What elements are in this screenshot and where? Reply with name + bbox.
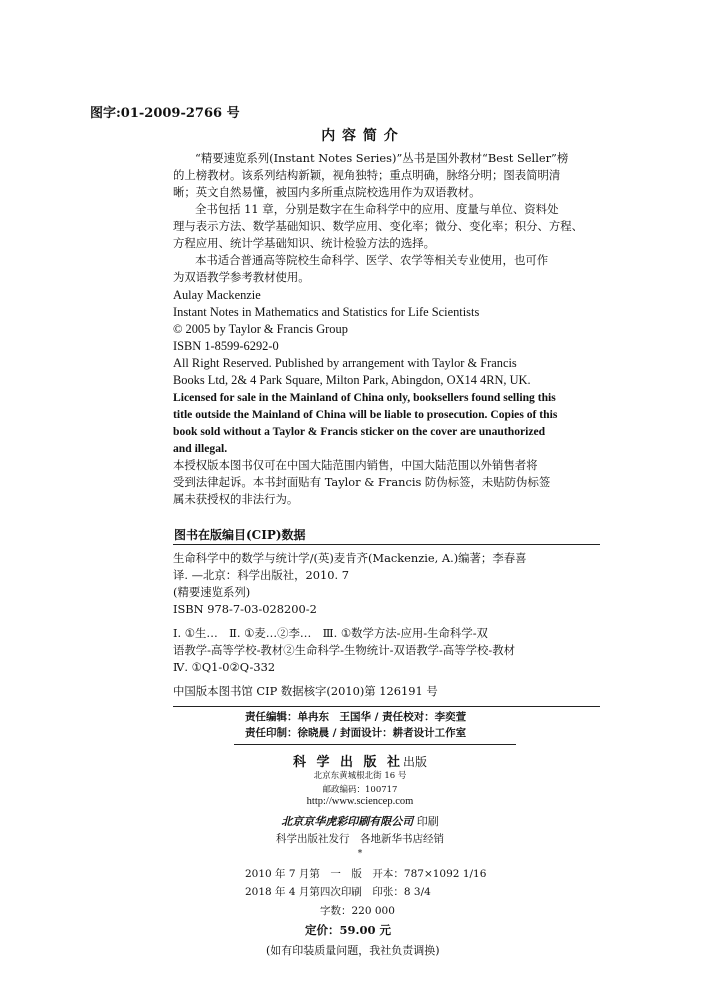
rights-line: Books Ltd, 2& 4 Park Square, Milton Park, Abingdon, OX14 4RN, UK. xyxy=(173,373,531,387)
cn-license-line: 属未获授权的非法行为。 xyxy=(173,492,299,506)
printer-name: 北京京华虎彩印刷有限公司 xyxy=(281,815,414,828)
summary-line: 晰；英文自然易懂，被国内多所重点院校选用作为双语教材。 xyxy=(173,185,481,199)
cip-desc-line: (精要速览系列) xyxy=(173,585,251,599)
separator-star: * xyxy=(357,849,363,859)
rights-line: All Right Reserved. Published by arrangement with Taylor & Francis xyxy=(173,356,517,370)
cip-desc-line: 译. —北京：科学出版社，2010. 7 xyxy=(173,568,350,582)
register-number: 图字:01-2009-2766 号 xyxy=(90,106,240,121)
printer-suffix: 印刷 xyxy=(416,815,439,828)
license-line: Licensed for sale in the Mainland of China only, booksellers found selling this xyxy=(173,391,556,404)
price: 定价：59.00 元 xyxy=(305,923,392,937)
printing-line: 2018 年 4 月第四次印刷 印张：8 3/4 xyxy=(245,886,431,898)
author-name: Aulay Mackenzie xyxy=(173,288,261,302)
summary-line: 方程应用、统计学基础知识、统计检验方法的选择。 xyxy=(173,236,435,250)
summary-line: 为双语教学参考教材使用。 xyxy=(173,270,310,284)
edition-line: 2010 年 7 月第 一 版 开本：787×1092 1/16 xyxy=(245,868,487,880)
license-line: and illegal. xyxy=(173,442,228,455)
original-isbn: ISBN 1-8599-6292-0 xyxy=(173,339,279,353)
editors-line: 责任印制：徐晓晨 / 封面设计：耕者设计工作室 xyxy=(245,727,467,739)
cip-class-line: Ⅳ. ①Q1-0②Q-332 xyxy=(173,660,276,674)
license-line: title outside the Mainland of China will be liable to prosecution. Copies of this xyxy=(173,408,558,421)
printer-line xyxy=(0,813,720,829)
distribution-line: 科学出版社发行 各地新华书店经销 xyxy=(276,833,444,845)
publisher-name: 科 学 出 版 社 xyxy=(292,755,404,770)
cip-desc-line: 生命科学中的数学与统计学/(英)麦肯齐(Mackenzie, A.)编著；李春喜 xyxy=(173,551,527,565)
publisher-postcode: 邮政编码：100717 xyxy=(322,785,398,795)
cip-desc-line: ISBN 978-7-03-028200-2 xyxy=(173,602,317,616)
publisher-address: 北京东黄城根北街 16 号 xyxy=(313,771,407,781)
cn-license-line: 受到法律起诉。本书封面贴有 Taylor & Francis 防伪标签，未贴防伪标签 xyxy=(173,475,551,489)
summary-line: 全书包括 11 章，分别是数字在生命科学中的应用、度量与单位、资料处 xyxy=(195,202,559,216)
license-line: book sold without a Taylor & Francis sticker on the cover are unauthorized xyxy=(173,425,546,438)
summary-line: “精要速览系列(Instant Notes Series)”丛书是国外教材“Best Seller”榜 xyxy=(195,151,569,165)
summary-line: 本书适合普通高等院校生命科学、医学、农学等相关专业使用，也可作 xyxy=(195,253,549,267)
editors-line: 责任编辑：单冉东 王国华 / 责任校对：李奕萱 xyxy=(245,711,467,723)
cip-bottom-divider xyxy=(173,706,600,707)
summary-title: 内 容 简 介 xyxy=(321,128,399,144)
copyright-line: © 2005 by Taylor & Francis Group xyxy=(173,322,348,336)
publisher-url: http://www.sciencep.com xyxy=(306,796,414,807)
cip-class-line: 语教学-高等学校-教材②生命科学-生物统计-双语教学-高等学校-教材 xyxy=(173,643,516,657)
cip-check-number: 中国版本图书馆 CIP 数据核字(2010)第 126191 号 xyxy=(173,684,438,698)
summary-line: 的上榜教材。该系列结构新颖，视角独特；重点明确，脉络分明；图表简明清 xyxy=(173,168,561,182)
summary-line: 理与表示方法、数学基础知识、数学应用、变化率；微分、变化率；积分、方程、 xyxy=(173,219,584,233)
original-title: Instant Notes in Mathematics and Statistics for Life Scientists xyxy=(173,305,480,319)
quality-note: (如有印装质量问题，我社负责调换) xyxy=(266,944,440,957)
cip-heading: 图书在版编目(CIP)数据 xyxy=(174,528,306,542)
word-count: 字数：220 000 xyxy=(320,905,395,917)
editors-divider xyxy=(234,744,516,745)
publisher-line xyxy=(0,751,720,770)
cn-license-line: 本授权版本图书仅可在中国大陆范围内销售，中国大陆范围以外销售者将 xyxy=(173,458,538,472)
cip-class-line: Ⅰ. ①生… Ⅱ. ①麦…②李… Ⅲ. ①数学方法-应用-生命科学-双 xyxy=(173,626,488,640)
publisher-suffix: 出版 xyxy=(403,755,428,769)
cip-divider xyxy=(173,544,600,545)
